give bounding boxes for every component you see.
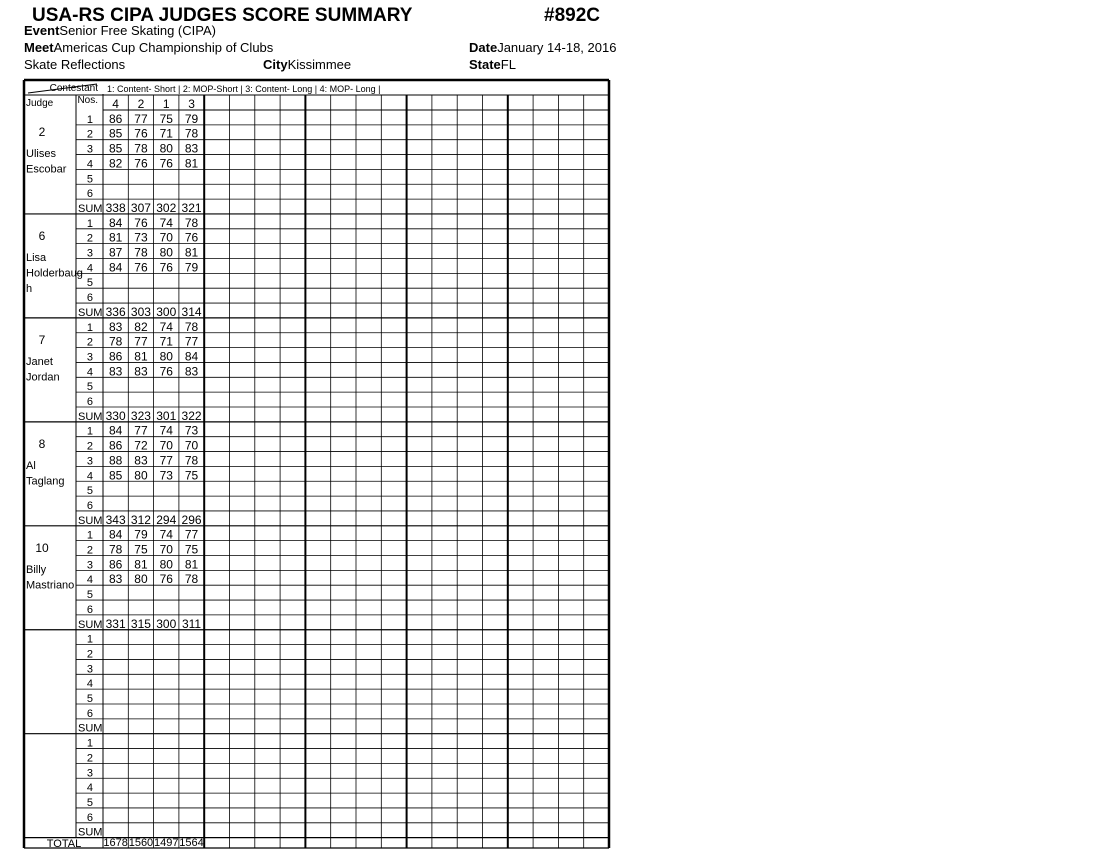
- score-value: 76: [134, 126, 148, 141]
- row-number: 2: [86, 440, 93, 453]
- score-value: 76: [159, 364, 173, 379]
- score-value: 81: [134, 349, 148, 364]
- judge-name: h: [26, 282, 33, 295]
- score-value: 86: [108, 557, 123, 572]
- sum-value: 307: [130, 200, 151, 215]
- total-value: 1497: [154, 837, 179, 849]
- score-value: 75: [184, 468, 199, 483]
- sum-value: 302: [156, 200, 177, 215]
- state-value: FL: [500, 57, 516, 72]
- row-number: 3: [86, 767, 93, 780]
- row-number: 5: [86, 277, 93, 290]
- score-value: 77: [134, 111, 148, 126]
- row-number: 1: [86, 321, 93, 334]
- date-label: Date: [469, 40, 498, 55]
- score-value: 83: [108, 364, 123, 379]
- row-number: 2: [86, 752, 93, 765]
- score-value: 78: [184, 215, 199, 230]
- judge-name: Janet: [26, 355, 53, 368]
- row-number: 6: [86, 707, 93, 720]
- score-value: 70: [159, 438, 173, 453]
- score-value: 70: [184, 438, 199, 453]
- judge-label: Judge: [26, 98, 54, 109]
- score-value: 71: [159, 334, 173, 349]
- event-value: Senior Free Skating (CIPA): [59, 23, 216, 38]
- row-number: 6: [86, 499, 93, 512]
- score-value: 84: [184, 349, 199, 364]
- score-value: 76: [134, 215, 148, 230]
- criteria-legend: 1: Content- Short | 2: MOP-Short | 3: Content- Long | 4: MOP- Long |: [107, 84, 381, 94]
- row-number: 5: [86, 693, 93, 705]
- row-number: 4: [86, 158, 93, 171]
- score-value: 85: [108, 126, 123, 141]
- score-value: 76: [159, 572, 173, 587]
- sum-label: SUM: [78, 618, 103, 631]
- sum-value: 294: [156, 512, 177, 527]
- row-number: 1: [86, 529, 93, 542]
- row-number: 3: [86, 143, 93, 156]
- score-value: 77: [184, 334, 199, 349]
- score-value: 84: [108, 527, 123, 542]
- row-number: 4: [86, 678, 93, 691]
- total-value: 1560: [128, 837, 154, 849]
- score-value: 88: [108, 453, 123, 468]
- score-value: 76: [159, 260, 173, 275]
- sum-value: 300: [156, 304, 177, 319]
- sum-label: SUM: [78, 514, 103, 527]
- judge-name: Escobar: [26, 163, 67, 176]
- row-number: 1: [86, 633, 93, 646]
- sum-value: 330: [105, 408, 126, 423]
- score-value: 81: [184, 557, 199, 572]
- score-value: 74: [159, 527, 173, 542]
- score-value: 77: [134, 423, 148, 438]
- score-value: 70: [159, 542, 173, 557]
- score-value: 84: [108, 423, 123, 438]
- score-value: 84: [108, 215, 123, 230]
- judge-name: Al: [26, 459, 36, 472]
- row-number: 5: [86, 173, 93, 186]
- sum-label: SUM: [78, 202, 103, 215]
- score-value: 83: [134, 364, 148, 379]
- score-value: 76: [184, 230, 199, 245]
- row-number: 1: [86, 425, 93, 438]
- score-value: 80: [134, 572, 148, 587]
- row-number: 5: [86, 485, 93, 498]
- row-number: 5: [86, 796, 93, 809]
- score-value: 86: [108, 349, 123, 364]
- state-label: State: [469, 57, 501, 72]
- score-value: 77: [184, 527, 199, 542]
- score-value: 81: [184, 156, 199, 171]
- total-value: 1678: [103, 837, 128, 849]
- city-label: City: [263, 57, 288, 72]
- sum-value: 315: [130, 616, 151, 631]
- score-value: 83: [134, 453, 148, 468]
- score-value: 87: [108, 245, 123, 260]
- city-value: Kissimmee: [287, 57, 352, 72]
- judge-name: Holderbaug: [26, 267, 83, 280]
- judge-number: 7: [38, 332, 46, 347]
- sum-value: 323: [130, 408, 151, 423]
- row-number: 1: [86, 737, 93, 750]
- sum-label: SUM: [78, 722, 103, 735]
- judge-name: Billy: [26, 563, 47, 576]
- row-number: 3: [86, 663, 93, 676]
- row-number: 2: [86, 544, 93, 557]
- score-value: 78: [184, 453, 199, 468]
- date-value: January 14-18, 2016: [497, 40, 617, 55]
- score-value: 80: [134, 468, 148, 483]
- score-value: 77: [134, 334, 148, 349]
- sum-label: SUM: [78, 826, 103, 839]
- event-label: Event: [24, 23, 60, 38]
- score-value: 79: [184, 111, 199, 126]
- sum-value: 300: [156, 616, 177, 631]
- row-number: 2: [86, 648, 93, 661]
- score-value: 86: [108, 111, 123, 126]
- judge-number: 10: [35, 540, 49, 555]
- row-number: 4: [86, 470, 93, 483]
- score-value: 85: [108, 141, 123, 156]
- judge-number: 2: [38, 125, 46, 139]
- contestant-number: 2: [137, 97, 145, 111]
- sum-value: 314: [181, 304, 202, 319]
- row-number: 2: [86, 336, 93, 349]
- row-number: 4: [86, 262, 93, 275]
- page-title: USA-RS CIPA JUDGES SCORE SUMMARY: [32, 5, 413, 26]
- score-value: 83: [184, 141, 199, 156]
- row-number: 6: [86, 188, 93, 201]
- score-value: 72: [134, 438, 148, 453]
- score-value: 75: [134, 542, 148, 557]
- judge-name: Jordan: [26, 371, 60, 384]
- row-number: 6: [86, 292, 93, 305]
- row-number: 3: [86, 247, 93, 260]
- row-number: 3: [86, 455, 93, 468]
- sum-value: 303: [130, 304, 151, 319]
- judge-number: 8: [38, 436, 46, 451]
- row-number: 1: [86, 217, 93, 230]
- score-value: 73: [184, 423, 199, 438]
- row-number: 4: [86, 574, 93, 587]
- score-value: 81: [134, 557, 148, 572]
- sum-value: 338: [105, 200, 126, 215]
- score-value: 78: [108, 542, 123, 557]
- score-value: 78: [134, 245, 148, 260]
- score-value: 82: [134, 319, 148, 334]
- meet-label: Meet: [24, 40, 54, 55]
- score-value: 74: [159, 423, 173, 438]
- row-number: 4: [86, 366, 93, 379]
- contestant-number: 3: [188, 97, 195, 111]
- club-name: Skate Reflections: [24, 57, 126, 72]
- sum-value: 343: [105, 512, 126, 527]
- score-value: 84: [108, 260, 123, 275]
- row-number: 6: [86, 603, 93, 616]
- score-value: 76: [134, 260, 148, 275]
- sum-value: 336: [105, 304, 126, 319]
- total-value: 1564: [179, 837, 204, 849]
- score-value: 79: [134, 527, 148, 542]
- score-value: 78: [134, 141, 148, 156]
- row-number: 2: [86, 232, 93, 245]
- sum-label: SUM: [78, 306, 103, 319]
- row-number: 5: [86, 589, 93, 602]
- score-value: 86: [108, 438, 123, 453]
- sum-label: SUM: [78, 410, 103, 423]
- score-value: 75: [184, 542, 199, 557]
- score-value: 83: [108, 319, 123, 334]
- score-value: 76: [159, 156, 173, 171]
- score-value: 78: [184, 572, 199, 587]
- score-value: 80: [159, 557, 173, 572]
- judge-number: 6: [38, 228, 46, 243]
- contestant-number: 4: [112, 97, 119, 111]
- score-value: 78: [184, 126, 199, 141]
- nos-label: Nos.: [77, 95, 98, 106]
- judge-name: Lisa: [26, 251, 47, 264]
- score-value: 83: [184, 364, 199, 379]
- score-value: 76: [134, 156, 148, 171]
- score-value: 74: [159, 215, 173, 230]
- score-value: 83: [108, 572, 123, 587]
- sum-value: 301: [156, 408, 177, 423]
- score-value: 80: [159, 141, 173, 156]
- sum-value: 311: [181, 616, 202, 631]
- total-label: TOTAL: [46, 838, 82, 850]
- judge-name: Ulises: [26, 148, 56, 160]
- score-value: 71: [159, 126, 173, 141]
- score-value: 79: [184, 260, 199, 275]
- meet-value: Americas Cup Championship of Clubs: [53, 40, 274, 55]
- sum-value: 312: [130, 512, 151, 527]
- score-value: 77: [159, 453, 173, 468]
- sum-value: 331: [105, 616, 126, 631]
- score-value: 73: [134, 230, 148, 245]
- sum-value: 322: [181, 408, 202, 423]
- score-value: 78: [108, 334, 123, 349]
- score-value: 81: [108, 230, 123, 245]
- score-value: 78: [184, 319, 199, 334]
- score-value: 81: [184, 245, 199, 260]
- row-number: 5: [86, 381, 93, 394]
- score-value: 80: [159, 349, 173, 364]
- score-value: 73: [159, 468, 173, 483]
- sheet-number: #892C: [544, 5, 600, 26]
- contestant-number: 1: [162, 97, 170, 111]
- score-value: 80: [159, 245, 173, 260]
- row-number: 3: [86, 559, 93, 572]
- score-value: 82: [108, 156, 123, 171]
- row-number: 4: [86, 782, 93, 795]
- score-value: 74: [159, 319, 173, 334]
- row-number: 3: [86, 351, 93, 364]
- score-value: 75: [159, 111, 173, 126]
- row-number: 2: [86, 128, 93, 141]
- row-number: 6: [86, 811, 93, 824]
- score-value: 70: [159, 230, 173, 245]
- sum-value: 296: [181, 512, 202, 527]
- row-number: 6: [86, 396, 93, 408]
- score-value: 85: [108, 468, 123, 483]
- row-number: 1: [86, 113, 93, 126]
- judge-name: Mastriano: [26, 579, 75, 592]
- sum-value: 321: [181, 200, 202, 215]
- contestant-label: Contestant: [49, 83, 98, 94]
- judge-name: Taglang: [26, 475, 65, 488]
